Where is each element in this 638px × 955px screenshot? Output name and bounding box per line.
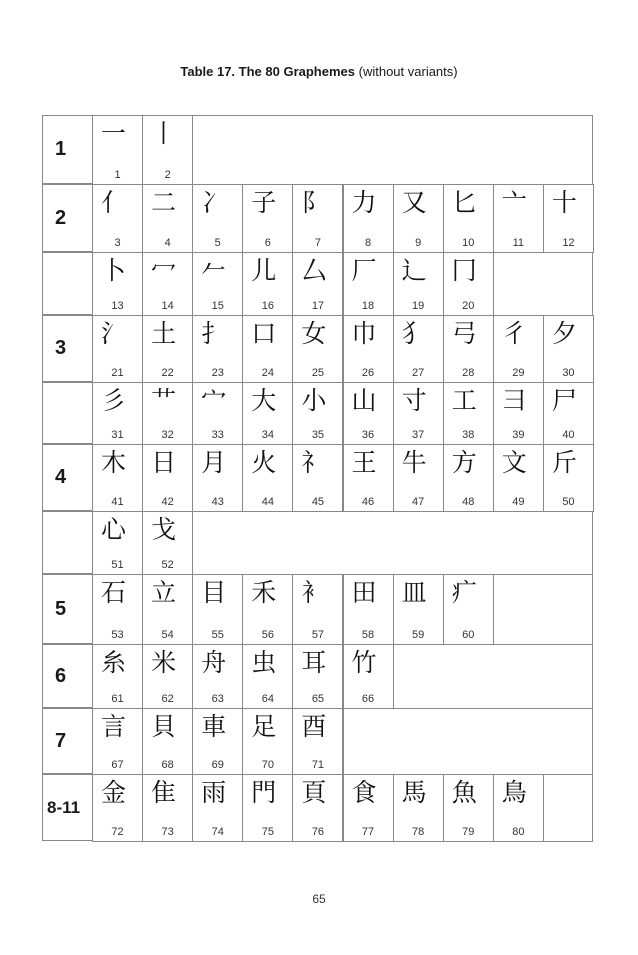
grapheme-glyph: 辶 <box>401 256 427 285</box>
row-label-4 <box>42 444 92 511</box>
grapheme-glyph: 虫 <box>251 648 277 677</box>
grapheme-number: 48 <box>462 496 475 508</box>
grapheme-glyph: 衤 <box>301 578 327 607</box>
grapheme-glyph: 車 <box>201 712 227 741</box>
grapheme-number: 24 <box>261 367 274 379</box>
grapheme-cell <box>92 315 143 383</box>
grapheme-cell <box>443 252 494 316</box>
grapheme-glyph: 田 <box>351 578 377 607</box>
grapheme-cell <box>493 315 544 383</box>
grapheme-glyph: 舟 <box>201 648 227 677</box>
grapheme-number: 13 <box>111 300 124 312</box>
grapheme-number: 60 <box>462 629 475 641</box>
row-label-3 <box>42 315 92 382</box>
grapheme-glyph: 心 <box>101 515 127 544</box>
grapheme-number: 28 <box>462 367 475 379</box>
grapheme-glyph: 禾 <box>251 578 277 607</box>
row-label-text: 4 <box>55 466 67 488</box>
grapheme-glyph: 十 <box>551 188 577 217</box>
grapheme-cell <box>393 252 444 316</box>
grapheme-number: 32 <box>161 429 174 441</box>
grapheme-glyph: 土 <box>151 319 177 348</box>
grapheme-cell <box>292 574 343 645</box>
grapheme-glyph: 皿 <box>401 578 427 607</box>
grapheme-glyph: 冂 <box>451 256 477 285</box>
grapheme-number: 25 <box>311 367 325 379</box>
grapheme-number: 79 <box>462 826 475 838</box>
grapheme-number: 38 <box>462 429 475 441</box>
grapheme-cell <box>142 444 193 512</box>
grapheme-number: 36 <box>361 429 375 441</box>
grapheme-cell <box>443 315 494 383</box>
grapheme-cell <box>192 184 243 253</box>
grapheme-glyph: 又 <box>401 188 427 217</box>
grapheme-cell <box>242 315 293 383</box>
grapheme-glyph: 目 <box>201 578 227 607</box>
grapheme-number: 59 <box>412 629 425 641</box>
grapheme-glyph: 一 <box>101 119 127 148</box>
grapheme-cell <box>292 252 343 316</box>
grapheme-cell <box>92 184 143 253</box>
grapheme-cell <box>142 115 193 185</box>
grapheme-glyph: 口 <box>251 319 277 348</box>
grapheme-number: 76 <box>311 826 325 838</box>
grapheme-number: 66 <box>361 693 375 705</box>
grapheme-table <box>92 115 593 838</box>
grapheme-glyph: 日 <box>151 448 177 477</box>
row-label-spacer <box>42 382 92 444</box>
grapheme-cell <box>142 315 193 383</box>
grapheme-number: 4 <box>164 237 171 249</box>
grapheme-cell <box>192 382 243 445</box>
grapheme-glyph: 力 <box>351 188 377 217</box>
grapheme-number: 64 <box>261 693 274 705</box>
grapheme-glyph: 尸 <box>551 386 577 415</box>
grapheme-cell <box>192 252 243 316</box>
grapheme-number: 7 <box>314 237 321 249</box>
grapheme-number: 80 <box>512 826 525 838</box>
grapheme-glyph: 馬 <box>401 778 427 807</box>
grapheme-number: 29 <box>512 367 525 379</box>
grapheme-glyph: 門 <box>251 778 277 807</box>
grapheme-cell <box>242 774 293 842</box>
grapheme-cell <box>292 315 343 383</box>
grapheme-cell <box>292 774 343 842</box>
grapheme-cell <box>543 444 594 512</box>
grapheme-glyph: 艹 <box>151 386 177 415</box>
grapheme-number: 75 <box>261 826 274 838</box>
grapheme-glyph: 食 <box>351 778 377 807</box>
grapheme-number: 2 <box>164 169 171 181</box>
grapheme-cell <box>192 574 243 645</box>
grapheme-glyph: 礻 <box>301 448 327 477</box>
grapheme-glyph: 方 <box>451 448 477 477</box>
grapheme-number: 8 <box>364 237 372 249</box>
row-label-2 <box>42 184 92 252</box>
row-label-text: 5 <box>55 597 67 620</box>
empty-cell <box>493 252 593 316</box>
grapheme-glyph: 匕 <box>451 188 477 217</box>
grapheme-number: 77 <box>361 826 375 838</box>
grapheme-cell <box>92 708 143 775</box>
grapheme-glyph: 戈 <box>151 515 177 544</box>
grapheme-number: 45 <box>311 496 325 508</box>
grapheme-glyph: 言 <box>101 712 127 741</box>
grapheme-number: 17 <box>311 300 325 312</box>
grapheme-cell <box>292 382 343 445</box>
grapheme-number: 73 <box>161 826 174 838</box>
grapheme-number: 15 <box>211 300 224 312</box>
grapheme-cell <box>343 315 394 383</box>
grapheme-cell <box>242 184 293 253</box>
grapheme-cell <box>343 382 394 445</box>
row-label-7 <box>42 708 92 774</box>
grapheme-cell <box>493 184 544 253</box>
grapheme-number: 61 <box>111 693 124 705</box>
grapheme-cell <box>92 444 143 512</box>
grapheme-cell <box>393 444 444 512</box>
grapheme-cell <box>343 774 394 842</box>
grapheme-glyph: 阝 <box>301 188 327 217</box>
grapheme-cell <box>142 644 193 709</box>
grapheme-glyph: 冫 <box>201 188 227 217</box>
page-number: 65 <box>312 892 326 906</box>
grapheme-cell <box>142 184 193 253</box>
grapheme-cell <box>493 382 544 445</box>
row-label-1 <box>42 115 92 184</box>
grapheme-glyph: 小 <box>301 386 327 415</box>
grapheme-number: 5 <box>214 237 221 249</box>
row-label-text: 7 <box>55 729 67 752</box>
row-label-6 <box>42 644 92 708</box>
grapheme-number: 43 <box>211 496 224 508</box>
grapheme-cell <box>393 574 444 645</box>
grapheme-glyph: 雨 <box>201 778 227 807</box>
grapheme-cell <box>192 644 243 709</box>
grapheme-cell <box>343 252 394 316</box>
grapheme-cell <box>393 315 444 383</box>
row-label-text: 2 <box>55 206 67 229</box>
grapheme-cell <box>242 382 293 445</box>
grapheme-number: 70 <box>261 759 274 771</box>
grapheme-number: 71 <box>311 759 325 771</box>
grapheme-number: 26 <box>361 367 375 379</box>
table-title-bold: Table 17. The 80 Graphemes <box>180 64 355 79</box>
grapheme-number: 20 <box>462 300 475 312</box>
grapheme-cell <box>443 574 494 645</box>
grapheme-glyph: 卜 <box>101 256 127 285</box>
row-label-8-11 <box>42 774 92 841</box>
grapheme-number: 46 <box>361 496 375 508</box>
row-label-spacer <box>42 252 92 315</box>
grapheme-cell <box>92 115 143 185</box>
grapheme-number: 63 <box>211 693 224 705</box>
grapheme-number: 30 <box>562 367 575 379</box>
grapheme-glyph: 宀 <box>201 386 227 415</box>
grapheme-number: 41 <box>111 496 124 508</box>
grapheme-number: 74 <box>211 826 224 838</box>
grapheme-glyph: 亻 <box>101 188 127 217</box>
grapheme-number: 16 <box>261 300 274 312</box>
grapheme-glyph: 扌 <box>201 319 227 348</box>
grapheme-glyph: 寸 <box>401 386 427 415</box>
grapheme-glyph: 立 <box>151 578 177 607</box>
grapheme-glyph: 貝 <box>151 712 177 741</box>
grapheme-number: 78 <box>412 826 425 838</box>
grapheme-number: 54 <box>161 629 174 641</box>
grapheme-glyph: 儿 <box>251 256 277 285</box>
grapheme-number: 50 <box>562 496 575 508</box>
row-label-5 <box>42 574 92 644</box>
grapheme-cell <box>142 574 193 645</box>
grapheme-number: 58 <box>361 629 375 641</box>
grapheme-cell <box>343 644 394 709</box>
grapheme-number: 53 <box>111 629 124 641</box>
grapheme-number: 21 <box>111 367 124 379</box>
grapheme-number: 39 <box>512 429 525 441</box>
empty-cell <box>543 774 593 842</box>
grapheme-number: 1 <box>114 169 121 181</box>
grapheme-number: 40 <box>562 429 575 441</box>
grapheme-cell <box>443 774 494 842</box>
grapheme-cell <box>393 774 444 842</box>
grapheme-glyph: 疒 <box>451 578 477 607</box>
grapheme-glyph: 巾 <box>351 319 377 348</box>
grapheme-number: 6 <box>264 237 271 249</box>
grapheme-number: 18 <box>361 300 375 312</box>
grapheme-glyph: 金 <box>101 778 127 807</box>
grapheme-glyph: 耳 <box>301 648 327 677</box>
grapheme-glyph: 彐 <box>501 386 527 415</box>
empty-cell <box>192 115 593 185</box>
grapheme-cell <box>142 774 193 842</box>
grapheme-cell <box>92 252 143 316</box>
grapheme-cell <box>493 444 544 512</box>
grapheme-cell <box>92 382 143 445</box>
grapheme-cell <box>493 774 544 842</box>
grapheme-cell <box>142 708 193 775</box>
row-label-text: 8-11 <box>47 797 81 817</box>
grapheme-number: 52 <box>161 559 174 571</box>
grapheme-number: 10 <box>462 237 475 249</box>
grapheme-glyph: 女 <box>301 319 327 348</box>
grapheme-number: 11 <box>512 237 525 249</box>
grapheme-number: 9 <box>415 237 422 249</box>
empty-cell <box>343 708 594 775</box>
grapheme-cell <box>142 511 193 575</box>
grapheme-cell <box>543 184 594 253</box>
grapheme-cell <box>292 184 343 253</box>
row-label-text: 3 <box>55 337 67 359</box>
grapheme-number: 35 <box>311 429 325 441</box>
grapheme-cell <box>292 444 343 512</box>
empty-cell <box>192 511 593 575</box>
grapheme-number: 31 <box>111 429 124 441</box>
grapheme-glyph: 𠂉 <box>201 256 227 285</box>
grapheme-glyph: 糸 <box>101 648 127 677</box>
grapheme-cell <box>92 511 143 575</box>
grapheme-cell <box>443 184 494 253</box>
grapheme-glyph: 木 <box>101 448 127 477</box>
grapheme-cell <box>343 184 394 253</box>
table-title-plain: (without variants) <box>358 64 458 79</box>
grapheme-cell <box>343 444 394 512</box>
grapheme-glyph: 王 <box>351 448 377 477</box>
grapheme-cell <box>192 315 243 383</box>
grapheme-cell <box>242 444 293 512</box>
grapheme-number: 65 <box>311 693 325 705</box>
grapheme-cell <box>242 644 293 709</box>
grapheme-number: 69 <box>211 759 224 771</box>
grapheme-glyph: 竹 <box>351 648 377 677</box>
grapheme-number: 68 <box>161 759 174 771</box>
grapheme-glyph: 氵 <box>101 319 127 348</box>
grapheme-glyph: 山 <box>351 386 377 415</box>
grapheme-number: 14 <box>161 300 174 312</box>
grapheme-cell <box>393 184 444 253</box>
grapheme-glyph: 魚 <box>451 778 477 807</box>
grapheme-glyph: 文 <box>501 448 527 477</box>
grapheme-number: 37 <box>412 429 425 441</box>
grapheme-number: 51 <box>111 559 124 571</box>
grapheme-glyph: 斤 <box>551 448 577 477</box>
grapheme-number: 42 <box>161 496 174 508</box>
grapheme-glyph: 犭 <box>401 319 427 348</box>
empty-cell <box>493 574 593 645</box>
grapheme-glyph: 冖 <box>151 256 177 285</box>
grapheme-glyph: 酉 <box>301 712 327 741</box>
grapheme-cell <box>192 774 243 842</box>
grapheme-glyph: 丨 <box>151 119 177 148</box>
grapheme-cell <box>92 644 143 709</box>
grapheme-glyph: 厶 <box>301 256 327 285</box>
grapheme-glyph: 夕 <box>551 319 577 348</box>
grapheme-number: 67 <box>111 759 124 771</box>
grapheme-cell <box>343 574 394 645</box>
grapheme-glyph: 彡 <box>101 386 127 415</box>
grapheme-glyph: 大 <box>251 386 277 415</box>
grapheme-cell <box>142 252 193 316</box>
grapheme-number: 55 <box>211 629 224 641</box>
grapheme-glyph: 亠 <box>501 188 527 217</box>
grapheme-glyph: 頁 <box>301 778 327 807</box>
grapheme-number: 57 <box>311 629 325 641</box>
grapheme-glyph: 工 <box>451 386 477 415</box>
grapheme-cell <box>192 444 243 512</box>
grapheme-cell <box>192 708 243 775</box>
grapheme-glyph: 隹 <box>151 778 177 807</box>
grapheme-glyph: 足 <box>251 712 277 741</box>
grapheme-glyph: 厂 <box>351 256 377 285</box>
grapheme-cell <box>443 444 494 512</box>
grapheme-number: 47 <box>412 496 425 508</box>
grapheme-number: 34 <box>261 429 274 441</box>
grapheme-glyph: 牛 <box>401 448 427 477</box>
row-label-text: 6 <box>55 664 67 687</box>
grapheme-cell <box>92 574 143 645</box>
grapheme-cell <box>242 708 293 775</box>
grapheme-cell <box>393 382 444 445</box>
grapheme-glyph: 米 <box>151 648 177 677</box>
grapheme-cell <box>292 644 343 709</box>
grapheme-number: 56 <box>261 629 274 641</box>
grapheme-glyph: 月 <box>201 448 227 477</box>
grapheme-cell <box>242 252 293 316</box>
grapheme-cell <box>142 382 193 445</box>
grapheme-glyph: 弓 <box>451 319 477 348</box>
grapheme-number: 27 <box>412 367 425 379</box>
grapheme-number: 22 <box>161 367 174 379</box>
grapheme-number: 44 <box>261 496 274 508</box>
grapheme-cell <box>292 708 343 775</box>
row-label-text: 1 <box>55 138 67 160</box>
grapheme-glyph: 二 <box>151 188 177 217</box>
grapheme-glyph: 石 <box>101 578 127 607</box>
grapheme-number: 49 <box>512 496 525 508</box>
grapheme-cell <box>443 382 494 445</box>
grapheme-glyph: 彳 <box>501 319 527 348</box>
grapheme-number: 33 <box>211 429 224 441</box>
grapheme-number: 19 <box>412 300 425 312</box>
grapheme-glyph: 鳥 <box>501 778 527 807</box>
grapheme-number: 12 <box>562 237 575 249</box>
grapheme-number: 3 <box>114 237 121 249</box>
row-label-spacer <box>42 511 92 574</box>
grapheme-cell <box>242 574 293 645</box>
grapheme-number: 23 <box>211 367 224 379</box>
grapheme-cell <box>543 315 594 383</box>
grapheme-glyph: 子 <box>251 188 277 217</box>
grapheme-glyph: 火 <box>251 448 277 477</box>
grapheme-cell <box>543 382 594 445</box>
grapheme-number: 62 <box>161 693 174 705</box>
grapheme-number: 72 <box>111 826 124 838</box>
empty-cell <box>393 644 593 709</box>
table-title <box>0 64 638 79</box>
grapheme-cell <box>92 774 143 842</box>
